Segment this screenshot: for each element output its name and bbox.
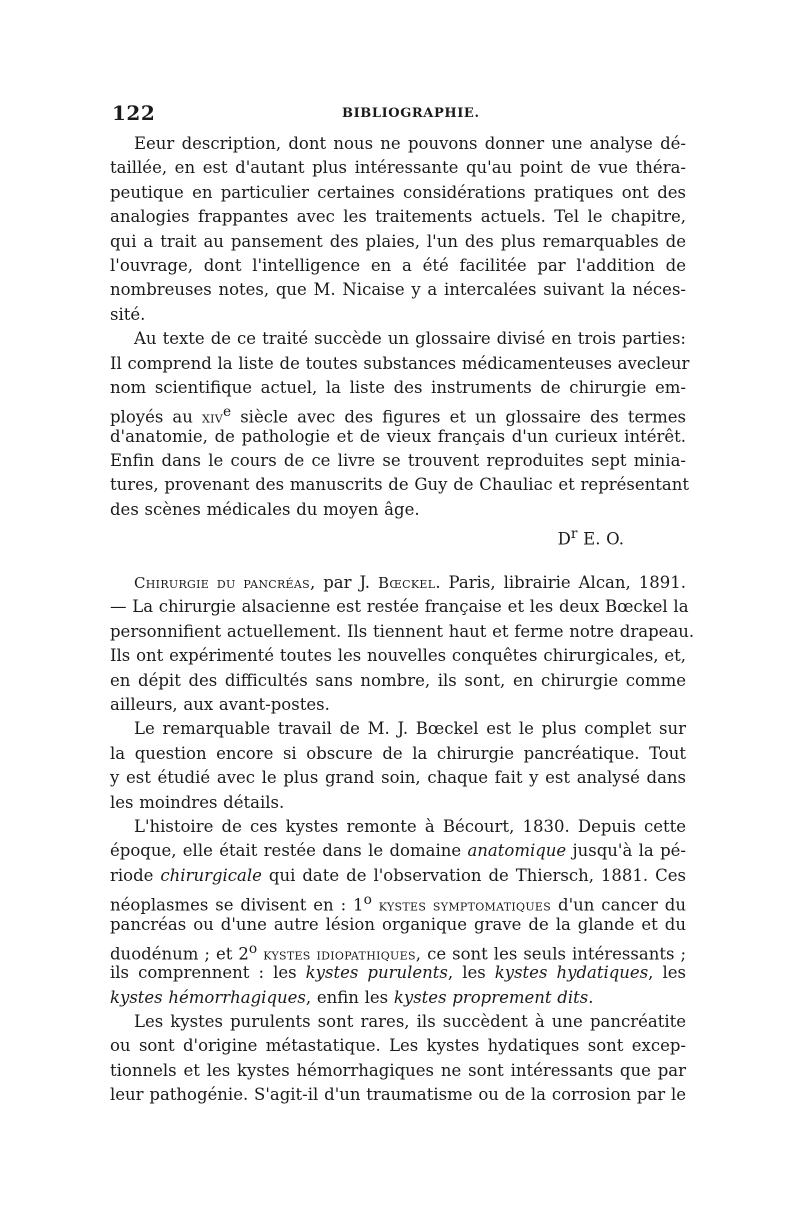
text-line: nombreuses notes, que M. Nicaise y a intercalées suivant la néces- xyxy=(110,280,686,300)
page-number: 122 xyxy=(112,101,156,125)
running-header xyxy=(110,101,684,125)
text-line: Ils ont expérimenté toutes les nouvelles conquêtes chirurgicales, et, xyxy=(110,646,686,666)
text-line: Eeur description, dont nous ne pouvons donner une analyse dé- xyxy=(134,134,686,153)
text-line: qui a trait au pansement des plaies, l'un des plus remarquables de xyxy=(110,231,686,251)
book-title: Chirurgie du pancréas xyxy=(134,574,310,593)
text-line: en dépit des difficultés sans nombre, ils sont, en chirurgie comme xyxy=(110,670,686,690)
text-line: analogies frappantes avec les traitements actuels. Tel le chapitre, xyxy=(110,207,686,227)
text-line: Les kystes purulents sont rares, ils succèdent à une pancréatite xyxy=(134,1012,686,1032)
text-line: ployés au xiv$^e$ siècle avec des figures et un glossaire des termes xyxy=(110,404,686,427)
text-line: L'histoire de ces kystes remonte à Bécourt, 1830. Depuis cette xyxy=(134,816,686,836)
text-line: d'anatomie, de pathologie et de vieux français d'un curieux intérêt. xyxy=(110,426,686,446)
running-title: BIBLIOGRAPHIE. xyxy=(342,106,480,121)
text-line: duodénum ; et 2$^o$ kystes idiopathiques, ce sont les seuls intéressants ; xyxy=(110,940,687,964)
text-line: riode chirurgicale qui date de l'observation de Thiersch, 1881. Ces xyxy=(110,865,687,885)
text-line: sité. xyxy=(110,304,146,324)
text-line: y est étudié avec le plus grand soin, chaque fait y est analysé dans xyxy=(110,768,686,788)
text-line: peutique en particulier certaines considérations pratiques ont des xyxy=(110,182,686,202)
text-line: Enfin dans le cours de ce livre se trouvent reproduites sept minia- xyxy=(110,451,686,471)
text-line: ou sont d'origine métastatique. Les kystes hydatiques sont excep- xyxy=(110,1036,686,1056)
text-line: néoplasmes se divisent en : 1$^o$ kystes symptomatiques d'un cancer du xyxy=(110,892,686,915)
text-line: des scènes médicales du moyen âge. xyxy=(110,499,420,519)
text-line: les moindres détails. xyxy=(110,792,285,812)
text-line: époque, elle était restée dans le domaine anatomique jusqu'à la pé- xyxy=(110,841,686,861)
review-heading-line: Chirurgie du pancréas, par J. Bœckel. Paris, librairie Alcan, 1891. xyxy=(134,573,686,593)
text-line: Il comprend la liste de toutes substances médicamenteuses avecleur xyxy=(110,353,690,373)
review-signature: $D^r$ E. O. xyxy=(557,526,624,549)
text-line: kystes hémorrhagiques, enfin les kystes proprement dits. xyxy=(110,987,594,1007)
body-text xyxy=(110,132,695,1108)
text-line: Le remarquable travail de M. J. Bœckel est le plus complet sur xyxy=(134,719,686,739)
text-line: taillée, en est d'autant plus intéressante qu'au point de vue théra- xyxy=(110,158,686,178)
text-line: Au texte de ce traité succède un glossaire divisé en trois parties: xyxy=(134,329,686,349)
text-line: — La chirurgie alsacienne est restée française et les deux Bœckel la xyxy=(110,597,689,617)
text-line: tionnels et les kystes hémorrhagiques ne sont intéressants que par xyxy=(110,1060,686,1080)
text-line: personnifient actuellement. Ils tiennent haut et ferme notre drapeau. xyxy=(110,621,695,641)
book-author: Bœckel xyxy=(378,574,436,593)
text-line: tures, provenant des manuscrits de Guy de Chauliac et représentant xyxy=(110,475,689,495)
text-line: pancréas ou d'une autre lésion organique grave de la glande et du xyxy=(110,914,686,934)
text-line: nom scientifique actuel, la liste des instruments de chirurgie em- xyxy=(110,377,686,397)
text-line: l'ouvrage, dont l'intelligence en a été facilitée par l'addition de xyxy=(110,255,686,275)
text-line: la question encore si obscure de la chirurgie pancréatique. Tout xyxy=(110,743,686,763)
section-gap xyxy=(110,547,686,571)
text-line: ailleurs, aux avant-postes. xyxy=(110,694,330,714)
text-line: leur pathogénie. S'agit-il d'un traumatisme ou de la corrosion par le xyxy=(110,1085,686,1105)
text-line: ils comprennent : les kystes purulents, les kystes hydatiques, les xyxy=(110,963,686,983)
